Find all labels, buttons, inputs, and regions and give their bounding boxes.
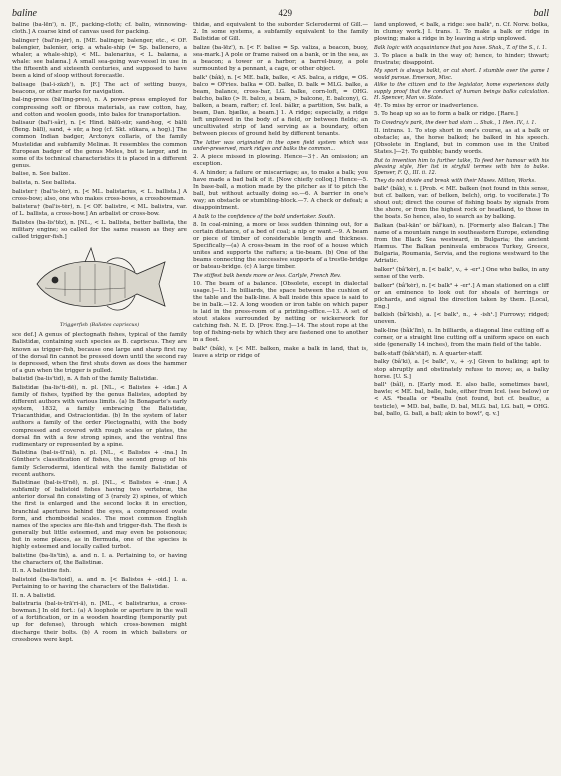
entry: bal-ing-press (bā'ling-pres), n. A power-press employed for compressing soft or fibrous materials, as raw cotton, hay, and cotton and woolen goods, into bales for transportation. (12, 97, 187, 118)
entry: balisaur (bal'i-sâr), n. [< Hind. bālū-sūr, sand-hog, < bālū (Beng. bālī), sand, + sūr, a hog (cf. Skt. sūkara, a hog).] The common Indian badger, Arctonyx collaris, of the family Mustelidæ and subfamily Melinæ. It resembles the common European badger of the genus Meles, but is larger, and in some of its technical characteristics it is placed in a different genus. (12, 120, 187, 169)
entry: Balistinae (bal-is-tī'nē), n. pl. [NL., < Balistes + -inæ.] A subfamily of balistoid fishes having two vertebræ, the anterior dorsal fin consisting of 3 (rarely 2) spines, of which the first is enlarged and the second locks it in erection, branchial apertures behind the eyes, a compressed ovate form, and rhomboidal scales. The most common English names of the species are file-fish and trigger-fish. The flesh is generally but little esteemed, and may even be poisonous; but in some places, as in Bermuda, one of the species is highly esteemed and locally called turbot. (12, 480, 187, 551)
entry: balister† (bal'is-tėr), n. [< ML. balistarius, < L. ballista.] A cross-bow; also, one who makes cross-bows, a crossbowman. (12, 188, 187, 202)
entry: balise, n. See balize. (12, 171, 71, 178)
entry: balistid (ba-lis'tid), n. A fish of the family Balistidæ. (12, 376, 158, 383)
entry: 5. To heap up so as to form a balk or ridge. [Rare.] (374, 111, 518, 118)
figure-caption: Triggerfish (Balistes capriscus) (59, 322, 140, 329)
quotation: Balk logic with acquaintance that you have. Shak., T. of the S., i. 1. (374, 44, 547, 51)
entry: balk² (bâk), v. [< ME. balken, make a balk in land, that is, leave a strip or ridge of (193, 345, 368, 360)
quotation: The stiffest balk bends more or less. Carlyle, French Rev. (193, 272, 341, 279)
entry: balk-staff (bâk'stäf), n. A quarter-staff. (374, 350, 483, 357)
page-header (12, 8, 549, 20)
quotation: Alike to the citizen and to the legislator, home experiences daily supply proof that the conduct of human beings balks calculation. H. Spencer, Man vs. State. (374, 82, 549, 101)
entry: II. intrans. 1. To stop short in one's course, as at a balk or obstacle; as, the horse balked; he balked in his speech. [Obsolete in England, but in common use in the United States.]—2†. To quibble; bandy words. (374, 127, 549, 156)
entry: thidæ, and equivalent to the suborder Sclerodermi of Gill.—2. In some systems, a subfamily equivalent to the family Balistidæ of Gill. (193, 22, 368, 43)
column-left (12, 22, 187, 774)
entry: 4†. To miss by error or inadvertence. (374, 102, 479, 109)
entry: sce def.] A genus of plectognath fishes, typical of the family Balistidæ, containing such species as B. capriscus. They are known as trigger-fish, because one large and sharp first ray of the dorsal fin cannot be pressed down until the second ray is depressed, when the first shuts down as does the hammer of a gun when the trigger is pulled. (12, 332, 187, 374)
quotation: But to invention him to further talke, To feed her humour with his pleasing style, Her list in stryfull termes with him to balke. Spenser, F. Q., III. ii. 12. (374, 157, 549, 177)
entry: balk³ (bâk), v. i. [Prob. < ME. balken (not found in this sense, but cf. balken, var. of belken, belch), orig. to vociferate.] To shout out; direct the course of fishing boats by signals from the shore, or from the highest rock or headland, to those in the boats. So hence, also, to search as by balking. (374, 185, 549, 221)
entry: 3. To place a balk in the way of; hence, to hinder; thwart; frustrate; disappoint. (374, 52, 549, 66)
entry: balistine (ba-lis'tin), a. and n. I. a. Pertaining to, or having the characters of, the Balistinæ. (12, 552, 187, 566)
page-number: 429 (278, 8, 292, 18)
header-left-guide-word: baline (12, 8, 37, 19)
entry: baline (ba-lēn'), n. [F., packing-cloth; cf. balin, winnowing-cloth.] A coarse kind of canvas used for packing. (12, 22, 187, 36)
entry: balker² (bâ'kėr), n. [< balk³ + -er¹.] A man stationed on a cliff or an eminence to look out for shoals of herrings or pilchards, and signal the direction taken by them. [Local, Eng.] (374, 282, 549, 310)
entry: balk¹ (bâk), n. [< ME. balk, balke, < AS. balca, a ridge, = OS. balco = OFries. balka = OD. balke, D. balk = MLG. balke, a beam, balance, cross-bar, LG. balke, corn-loft, = OHG. balcho, balko (> It. balco, a beam, > balcone, E. balcony), G. balken, a beam, rafter; cf. Icel. bálkr, a partition, Sw. balk, a beam, Dan. bjælke, a beam.] 1. A ridge; especially, a ridge left unplowed in the body of a field, or between fields; an uncultivated strip of land serving as a boundary, often between pieces of ground held by different tenants. (193, 74, 368, 138)
entry: Balkan (bal-kän' or bâl'kan), n. [Formerly also Balcan.] The name of a mountain range in southeastern Europe, extending from the Black Sea westward, in Bulgaria; the ancient Hæmus. The Balkan peninsula embraces Turkey, Greece, Bulgaria, Roumania, Servia, and the regions westward to the Adriatic. (374, 222, 549, 265)
column-middle (193, 22, 368, 774)
fish-body (37, 262, 165, 307)
triggerfish-illustration (25, 244, 175, 322)
triggerfish-figure (12, 244, 187, 329)
text-columns (12, 22, 549, 774)
quotation: My sport is always balkt, or cut short. I stumble over the game I would pursue. Emerson, Misc. (374, 68, 549, 81)
entry: 2. A piece missed in plowing. Hence—3†. An omission; an exception. (193, 154, 368, 168)
entry: II. n. A balistid. (12, 592, 56, 599)
entry: balkish (bâ'kish), a. [< balk¹, n., + -ish¹.] Furrowy; ridged; uneven. (374, 312, 549, 326)
entry: Balistes (ba-lis'tēz), n. [NL., < L. ballista, better ballista, the military engine; so called for the same reason as they are called trigger-fish.] (12, 219, 187, 241)
entry: balistera† (bal'is-tėr), n. [< OF. balistre, < ML. balistra, var. of L. ballista, a cross-bow.] An arbalist or cross-bow. (12, 204, 187, 218)
entry: balky (bâ'ki), a. [< balk², v., + -y.] Given to balking; apt to stop abruptly and obstinately refuse to move; as, a balky horse. [U. S.] (374, 359, 549, 380)
entry: 4. A hinder; a failure or miscarriage; as, to make a balk; you have made a bad balk of it. [Now chiefly colloq.] Hence—5. In base-ball, a motion made by the pitcher as if to pitch the ball, but without actually doing so.—6. A barrier in one's way; an obstacle or stumbling-block.—7. A check or defeat; a disappointment. (193, 169, 368, 212)
quotation: They do not divide and break with their Muses. Milton, Works. (374, 178, 536, 184)
fish-eye (52, 277, 58, 283)
entry: ball¹ (bâl), n. [Early mod. E. also balle, sometimes bawl, bawle; < ME. bal, balle, bale, either from Icel. (see below) or < AS. *bealla or *beallu (not found, but cf. bealluc, a testicle), = MD. bal, balle, D. bal, MLG. bal, LG. ball, = OHG. bal, ballo, G. ball, a ball; akin to bowl², q. v.] (374, 382, 549, 417)
entry: II. n. A balistine fish. (12, 568, 72, 575)
entry: balize (ba-lēz'), n. [< F. balise = Sp. valiza, a beacon, buoy, sea-mark.] A pole or frame raised on a bank, or in the sea, as a beacon; a tower or a harbor; a barrel-buoy, a pole surmounted by a pennant, a cage, or other object. (193, 44, 368, 73)
entry: balinger† (bal'in-jėr), n. [ME. balinger, balenger, etc., < OF. balengier, balenier, orig. a whale-ship (= Sp. ballenero, a whaler, a whale-ship), < ML. balenarius, < L. balæna, a whale: see balæna.] A small sea-going war-vessel in use in the fifteenth and sixteenth centuries, and supposed to have been a kind of sloop without forecastle. (12, 37, 187, 80)
quotation: To Cowdray's park, the deer had slain ... Shak., 1 Hen. IV., i. 1. (374, 119, 537, 126)
header-right-guide-word: ball (533, 8, 549, 19)
entry: balker¹ (bâ'kėr), n. [< balk¹, v., + -er¹.] One who balks, in any sense of the verb. (374, 266, 549, 280)
quotation: The latter was originated in the open field system which was under-preserved, mark ridges and balks the common... (193, 140, 368, 153)
entry: balk-line (bâk'līn), n. In billiards, a diagonal line cutting off a corner, or a straight line cutting off a uniform space on each side (generally 14 inches), from the main field of the table. (374, 328, 549, 349)
entry: balisage (bal-i-zäzh'), n. [F.] The act of setting buoys, beacons, or other marks for navigation. (12, 81, 187, 95)
entry: 8. In coal-mining, a more or less sudden thinning out, for a certain distance, of a bed of coal; a nip or want.—9. A beam or piece of timber of considerable length and thickness. Specifically—(a) A cross-beam in the roof of a house which unites and supports the rafters; a tie-beam. (b) One of the beams connecting the successive supports of a trestle-bridge or bateau-bridge. (c) A large timber. (193, 221, 368, 271)
entry: 10. The beam of a balance. [Obsolete, except in dialectal usage.]—11. In billiards, the space between the cushion of the table and the balk-line. A ball inside this space is said to be in balk.—12. A long wooden or iron table on which paper is laid in the press-room of a printing-office.—13. A set of stout stakes surrounded by netting or wickerwork for catching fish. N. E. D. [Prov. Eng.]—14. The stout rope at the top of fishing-nets by which they are fastened one to another in a fleet. (193, 280, 368, 344)
entry: Balistidæ (ba-lis'ti-dē), n. pl. [NL., < Balistes + -idæ.] A family of fishes, typified by the genus Balistes, adopted by different authors with various limits. (a) In Bonaparte's early system, 1832, a family embracing the Balistidæ, Triacanthidæ, and Ostraciontidæ. (b) In the system of later authors a family of the order Plectognathi, with the body compressed and covered with rough scales or plates, the dorsal fin with a few strong spines, and the ventral fins rudimentary or represented by a spine. (12, 384, 187, 448)
column-right (374, 22, 549, 774)
entry: Balistina (bal-is-tī'nä), n. pl. [NL., < Balistes + -ina.] In Günther's classification of fishes, the second group of his family Sclerodermi, identical with the family Balistidæ of recent authors. (12, 450, 187, 478)
dorsal-spine (85, 248, 95, 262)
entry: balistoid (ba-lis'toid), a. and n. [< Balistes + -oid.] I. a. Pertaining to or having the characters of the Balistidæ. (12, 576, 187, 590)
entry: balista, n. See ballista. (12, 179, 77, 186)
entry: balistraria (bal-is-trā'ri-ä), n. [ML., < balistrarius, a cross-bowman.] In old fort.: (a) A loophole or aperture in the wall of a fortification, or in a wooden hoarding (temporarily put up for defense), through which cross-bowmen might discharge their bolts. (b) A room in which balisters or crossbows were kept. (12, 601, 187, 643)
quotation: A balk to the confidence of the bold undertaker. South. (193, 213, 335, 220)
entry: land unplowed, < balk, a ridge: see balk¹, n. Cf. Norw. bolka, in clumsy work.] I. trans. 1. To make a balk or ridge in plowing; make a ridge in by leaving a strip unplowed. (374, 22, 549, 43)
